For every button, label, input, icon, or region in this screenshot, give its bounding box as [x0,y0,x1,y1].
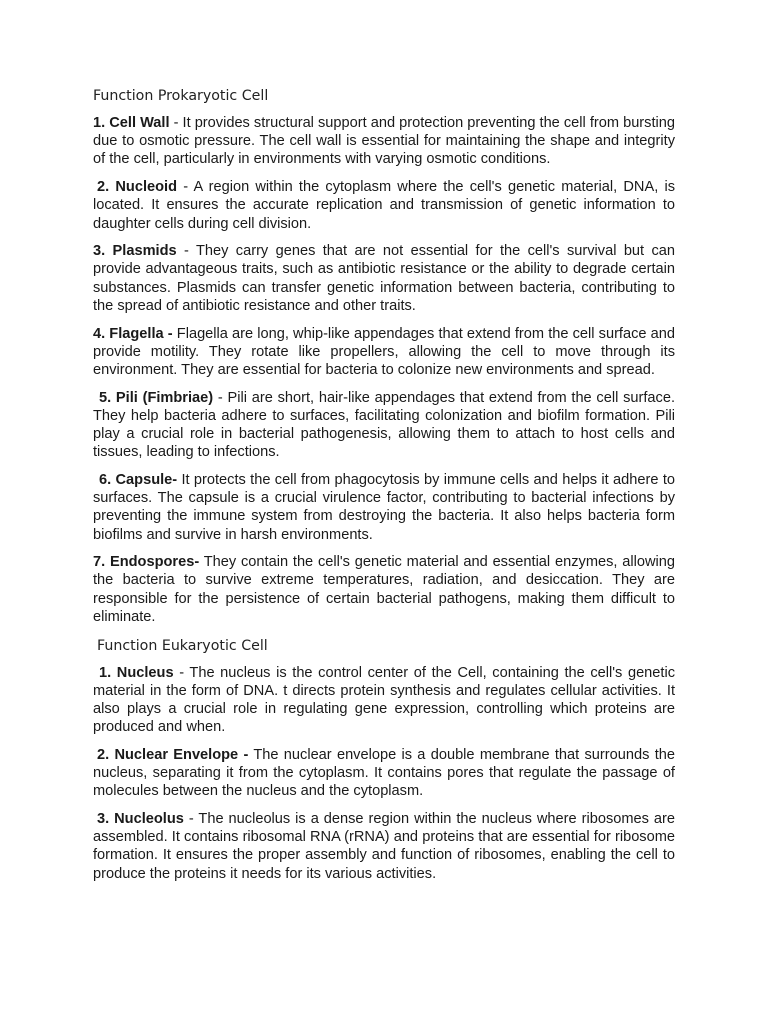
item-term: 7. Endospores- [93,554,200,571]
item-term: 3. Plasmids [93,243,177,260]
item-text: - A region within the cytoplasm where the cell's genetic material, DNA, is located. It ensures the accurate replication and transmission of genetic information to daughter cells during cell division. [93,179,675,232]
item-text: - The nucleolus is a dense region within the nucleus where ribosomes are assembled. It contains ribosomal RNA (rRNA) and proteins that are essential for ribosome formation. It ensures the proper assembly and function of ribosomes, enabling the cell to produce the proteins it needs for its various activities. [93,811,675,882]
prokaryotic-item-flagella [93,325,675,380]
item-text: The nuclear envelope is a double membrane that surrounds the nucleus, separating it from the cytoplasm. It contains pores that regulate the passage of molecules between the nucleus and the cytoplasm. [93,746,675,800]
item-text: - It provides structural support and protection preventing the cell from bursting due to osmotic pressure. The cell wall is essential for maintaining the shape and integrity of the cell, particularly in environments with varying osmotic conditions. [93,115,675,168]
item-term: 5. Pili (Fimbriae) [99,389,214,406]
item-text: - Pili are short, hair-like appendages that extend from the cell surface. They help bacteria adhere to surfaces, facilitating colonization and biofilm formation. Pili play a crucial role in bacterial pathogenesis, allowing them to attach to host cells and tissues, leading to infections. [93,389,675,461]
item-text: They contain the cell's genetic material and essential enzymes, allowing the bacteria to survive extreme temperatures, radiation, and desiccation. They are responsible for the persistence of certain bacterial pathogens, making them difficult to eliminate. [93,554,675,625]
item-term: 2. Nucleoid [97,179,178,196]
item-term: 1. Cell Wall [93,115,170,131]
prokaryotic-item-pili [93,389,675,462]
item-term: 6. Capsule- [99,471,178,488]
item-text: It protects the cell from phagocytosis by immune cells and helps it adhere to surfaces. The capsule is a crucial virulence factor, contributing to bacterial infections by preventing the immune system from destroying the bacteria. It also helps bacteria form biofilms and survive in harsh environments. [93,471,676,543]
prokaryotic-item-endospores [93,553,675,626]
item-term: 1. Nucleus [99,664,174,681]
prokaryotic-item-nucleoid [93,178,675,233]
prokaryotic-item-capsule [93,471,675,544]
prokaryotic-item-cell-wall [93,114,675,169]
eukaryotic-item-nucleolus [93,810,675,883]
prokaryotic-item-plasmids [93,242,675,315]
item-text: Flagella are long, whip-like appendages that extend from the cell surface and provide motility. They rotate like propellers, allowing the cell to move through its environment. They are essential for bacteria to colonize new environments and spread. [93,325,676,378]
item-term: 3. Nucleolus [97,811,184,827]
item-term: 4. Flagella - [93,325,173,342]
item-term: 2. Nuclear Envelope - [97,746,249,763]
eukaryotic-heading: Function Eukaryotic Cell [97,637,268,654]
item-text: - They carry genes that are not essential for the cell's survival but can provide advantageous traits, such as antibiotic resistance or the ability to degrade certain substances. Plasmids can transfer genetic information between bacteria, contributing to the spread of antibiotic resistance and other traits. [93,243,676,314]
eukaryotic-item-nuclear-envelope [93,746,675,801]
prokaryotic-heading: Function Prokaryotic Cell [93,88,269,104]
item-text: - The nucleus is the control center of the Cell, containing the cell's genetic material in the form of DNA. t directs protein synthesis and regulates cellular activities. It also plays a crucial role in regulating gene expression, controlling which proteins are produced and when. [93,664,676,736]
eukaryotic-item-nucleus [93,664,675,737]
document-page [93,86,675,892]
